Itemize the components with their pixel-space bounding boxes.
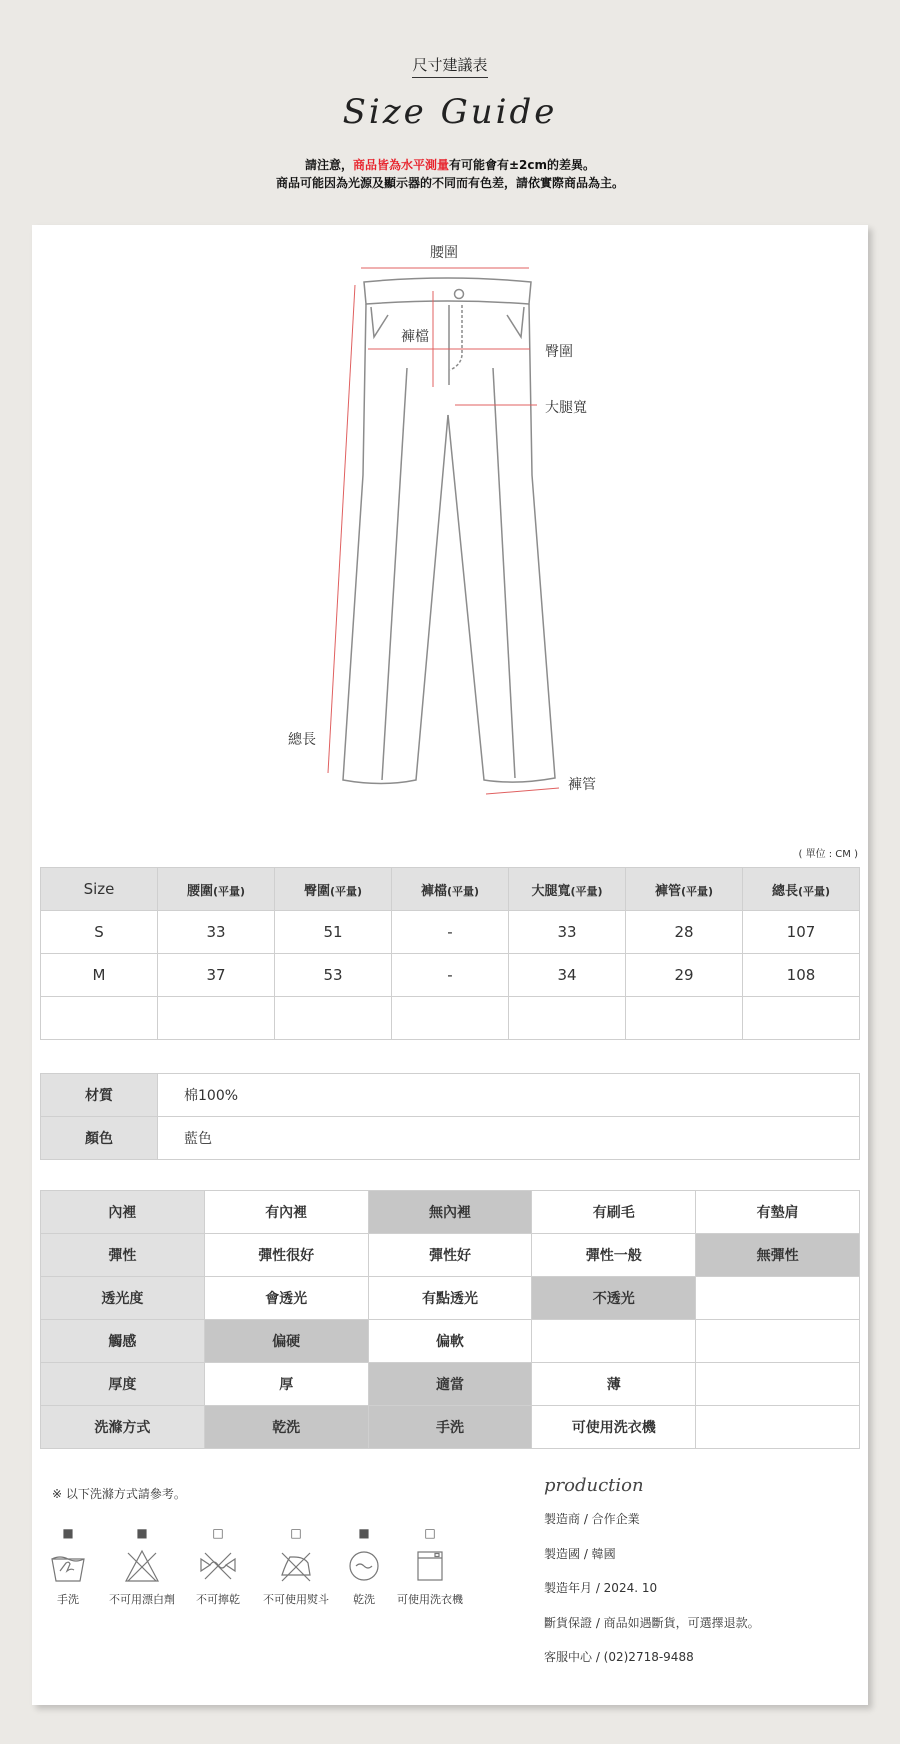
- header-rise: 褲檔(平量): [392, 868, 509, 911]
- table-cell: [392, 997, 509, 1040]
- table-cell: 51: [275, 911, 392, 954]
- material-key: 材質: [41, 1074, 158, 1117]
- care-note: ※ 以下洗滌方式請參考。: [52, 1487, 186, 1501]
- feature-option: 偏硬: [204, 1320, 368, 1363]
- feature-key: 彈性: [41, 1234, 205, 1277]
- color-key: 顏色: [41, 1117, 158, 1160]
- hem-measure-line: [486, 788, 559, 794]
- care-name: 乾洗: [353, 1593, 375, 1606]
- table-row: [41, 911, 860, 954]
- feature-option: 有墊肩: [696, 1191, 860, 1234]
- table-cell: [275, 997, 392, 1040]
- feature-option: 無內裡: [368, 1191, 532, 1234]
- material-table: [40, 1073, 860, 1160]
- feature-option: 適當: [368, 1363, 532, 1406]
- feature-option: 彈性一般: [532, 1234, 696, 1277]
- feature-key: 厚度: [41, 1363, 205, 1406]
- care-name: 可使用洗衣機: [397, 1593, 463, 1606]
- table-cell: 37: [158, 954, 275, 997]
- care-item: [104, 1525, 180, 1607]
- table-cell: 33: [158, 911, 275, 954]
- length-measure-line: [328, 285, 355, 773]
- dry-clean-icon: [347, 1549, 381, 1583]
- table-cell: 33: [509, 911, 626, 954]
- no-wring-icon: [199, 1549, 237, 1583]
- table-cell: 34: [509, 954, 626, 997]
- table-cell: -: [392, 911, 509, 954]
- label-length: 總長: [288, 732, 316, 748]
- care-checkbox: □: [212, 1526, 224, 1540]
- hand-wash-icon: [50, 1549, 86, 1583]
- care-checkbox: ■: [136, 1526, 148, 1540]
- size-header: Size: [41, 868, 158, 911]
- care-checkbox: ■: [358, 1526, 370, 1540]
- feature-option: [696, 1277, 860, 1320]
- no-iron-icon: [278, 1549, 314, 1583]
- page-title: Size Guide: [342, 92, 558, 132]
- care-item: [48, 1525, 88, 1607]
- production-line: 斷貨保證 / 商品如遇斷貨，可選擇退款。: [544, 1615, 760, 1630]
- table-row: [41, 1320, 860, 1363]
- subtitle: 尺寸建議表: [0, 54, 900, 75]
- no-bleach-icon: [124, 1549, 160, 1583]
- table-cell: 29: [626, 954, 743, 997]
- header-length: 總長(平量): [743, 868, 860, 911]
- production-info: [544, 1475, 760, 1683]
- care-item: [346, 1525, 382, 1607]
- table-cell: [626, 997, 743, 1040]
- feature-option: [696, 1406, 860, 1449]
- table-cell: -: [392, 954, 509, 997]
- table-cell: [158, 997, 275, 1040]
- feature-option: [696, 1320, 860, 1363]
- size-cell: M: [41, 954, 158, 997]
- table-cell: [41, 997, 158, 1040]
- feature-option: 厚: [204, 1363, 368, 1406]
- header-thigh: 大腿寬(平量): [509, 868, 626, 911]
- table-row: [41, 1074, 860, 1117]
- color-value: 藍色: [158, 1117, 860, 1160]
- production-line: 客服中心 / (02)2718-9488: [544, 1650, 694, 1664]
- table-row: [41, 997, 860, 1040]
- label-hip: 臀圍: [545, 344, 573, 360]
- table-cell: 28: [626, 911, 743, 954]
- pants-illustration: [32, 225, 868, 825]
- care-checkbox: ■: [62, 1526, 74, 1540]
- care-name: 不可用漂白劑: [109, 1593, 175, 1606]
- label-thigh: 大腿寬: [545, 400, 587, 416]
- feature-option: 乾洗: [204, 1406, 368, 1449]
- table-cell: [743, 997, 860, 1040]
- feature-option: 有內裡: [204, 1191, 368, 1234]
- feature-option: [696, 1363, 860, 1406]
- table-row: [41, 1363, 860, 1406]
- feature-key: 洗滌方式: [41, 1406, 205, 1449]
- care-name: 不可擰乾: [196, 1593, 240, 1606]
- production-line: 製造商 / 合作企業: [544, 1512, 640, 1526]
- material-value: 棉100%: [158, 1074, 860, 1117]
- feature-option: 不透光: [532, 1277, 696, 1320]
- production-line: 製造年月 / 2024. 10: [544, 1581, 658, 1595]
- notice-highlight: 商品皆為水平測量: [352, 158, 449, 172]
- washing-machine-icon: [415, 1549, 445, 1583]
- table-cell: 108: [743, 954, 860, 997]
- production-title: production: [544, 1475, 644, 1496]
- feature-option: 彈性好: [368, 1234, 532, 1277]
- label-waist: 腰圍: [430, 245, 458, 261]
- care-checkbox: □: [290, 1526, 302, 1540]
- header-hem: 褲管(平量): [626, 868, 743, 911]
- header-hip: 臀圍(平量): [275, 868, 392, 911]
- size-guide-card: [32, 225, 868, 1705]
- table-row: [41, 1191, 860, 1234]
- feature-option: [532, 1320, 696, 1363]
- label-rise: 褲檔: [401, 329, 429, 345]
- feature-option: 有點透光: [368, 1277, 532, 1320]
- size-table-header: [41, 868, 860, 911]
- feature-option: 會透光: [204, 1277, 368, 1320]
- unit-label: ( 單位 : CM ): [798, 849, 858, 860]
- features-table: [40, 1190, 860, 1449]
- care-name: 手洗: [57, 1593, 79, 1606]
- size-table: [40, 867, 860, 1040]
- label-hem: 褲管: [568, 777, 596, 793]
- care-item: [258, 1525, 334, 1607]
- feature-option: 薄: [532, 1363, 696, 1406]
- pants-diagram: [32, 225, 868, 825]
- feature-key: 觸感: [41, 1320, 205, 1363]
- feature-option: 可使用洗衣機: [532, 1406, 696, 1449]
- feature-key: 透光度: [41, 1277, 205, 1320]
- table-row: [41, 1234, 860, 1277]
- size-cell: S: [41, 911, 158, 954]
- table-row: [41, 1117, 860, 1160]
- care-item: [392, 1525, 468, 1607]
- feature-key: 內裡: [41, 1191, 205, 1234]
- table-row: [41, 1406, 860, 1449]
- table-cell: [509, 997, 626, 1040]
- measurement-notice: 請注意，商品皆為水平測量有可能會有±2cm的差異。 商品可能因為光源及顯示器的不同而有色差，請依實際商品為主。: [275, 158, 624, 190]
- feature-option: 無彈性: [696, 1234, 860, 1277]
- feature-option: 彈性很好: [204, 1234, 368, 1277]
- table-row: [41, 954, 860, 997]
- table-row: [41, 1277, 860, 1320]
- care-name: 不可使用熨斗: [263, 1593, 329, 1606]
- table-cell: 53: [275, 954, 392, 997]
- care-checkbox: □: [424, 1526, 436, 1540]
- feature-option: 手洗: [368, 1406, 532, 1449]
- care-item: [190, 1525, 246, 1607]
- header-waist: 腰圍(平量): [158, 868, 275, 911]
- production-line: 製造國 / 韓國: [544, 1546, 616, 1561]
- feature-option: 有刷毛: [532, 1191, 696, 1234]
- table-cell: 107: [743, 911, 860, 954]
- feature-option: 偏軟: [368, 1320, 532, 1363]
